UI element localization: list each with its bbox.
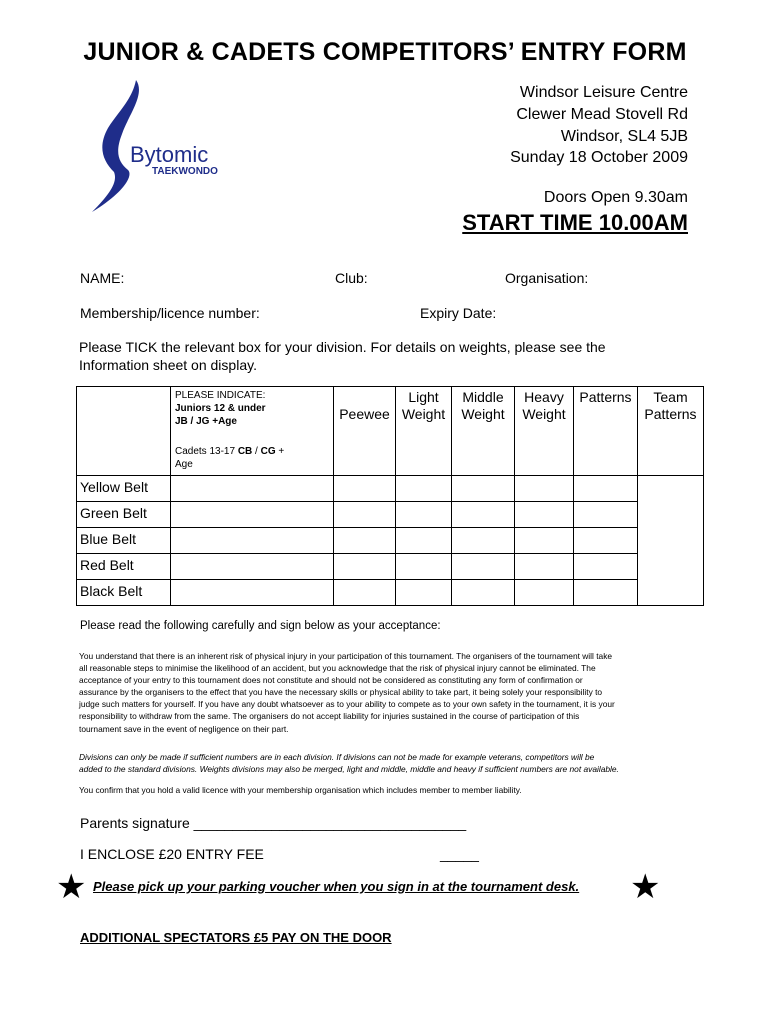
division-table: [76, 386, 704, 606]
col-peewee: [334, 387, 396, 476]
tick-cell[interactable]: [171, 528, 334, 554]
name-label: NAME:: [80, 270, 125, 286]
belt-black: Black Belt: [77, 580, 171, 606]
col-light-1: Light: [408, 389, 439, 405]
tick-cell[interactable]: [334, 580, 396, 606]
tick-cell[interactable]: [574, 554, 638, 580]
blank-corner-cell: [77, 387, 171, 476]
cadets-prefix: Cadets 13-17: [175, 446, 238, 457]
tick-cell[interactable]: [334, 476, 396, 502]
cadets-age: Age: [175, 459, 193, 470]
col-middle-2: Weight: [461, 406, 505, 422]
parents-signature[interactable]: Parents signature ___________________________________: [80, 815, 467, 831]
disclaimer-line: responsibility to withdraw from the same. The organisers do not accept liability for injuries sustained in the course of participation of this: [79, 711, 580, 722]
membership-label: Membership/licence number:: [80, 305, 260, 321]
read-carefully: Please read the following carefully and sign below as your acceptance:: [80, 620, 441, 632]
cadets-cb: CB: [237, 446, 253, 457]
club-label: Club:: [335, 270, 368, 286]
venue-line-1: Windsor Leisure Centre: [519, 84, 688, 101]
tick-cell[interactable]: [452, 554, 515, 580]
tick-cell[interactable]: [452, 528, 515, 554]
tick-cell[interactable]: [396, 554, 452, 580]
tick-cell[interactable]: [574, 580, 638, 606]
logo-name: Bytomic: [130, 142, 209, 167]
indicate-title: PLEASE INDICATE:: [175, 390, 266, 401]
cadets-cg: CG: [260, 446, 276, 457]
belt-blue: Blue Belt: [77, 528, 171, 554]
col-heavy-1: Heavy: [524, 389, 564, 405]
col-patterns-label: Patterns: [579, 389, 632, 405]
tick-cell[interactable]: [396, 528, 452, 554]
tick-cell[interactable]: [171, 554, 334, 580]
tick-cell[interactable]: [452, 476, 515, 502]
instructions: Please TICK the relevant box for your division. For details on weights, please see the Information sheet on display.: [79, 339, 606, 373]
col-peewee-label: Peewee: [339, 406, 390, 422]
venue-line-2: Clewer Mead Stovell Rd: [516, 106, 688, 123]
venue-line-3: Windsor, SL4 5JB: [560, 128, 688, 145]
tick-cell[interactable]: [452, 580, 515, 606]
belt-red: Red Belt: [77, 554, 171, 580]
disclaimer-line: You understand that there is an inherent risk of physical injury in your participation of this tournament. The organisers of the tournament will take: [79, 651, 613, 661]
expiry-label: Expiry Date:: [420, 305, 497, 321]
indicate-cell: [171, 387, 334, 476]
star-icon: ★: [56, 868, 87, 906]
tick-cell[interactable]: [515, 554, 574, 580]
tick-cell[interactable]: [396, 476, 452, 502]
disclaimer: [79, 650, 691, 735]
divisions-note-line: Divisions can only be made if sufficient numbers are in each division. If divisions can not be made for example veterans, competitors will be: [79, 752, 595, 762]
team-patterns-cell[interactable]: [638, 476, 704, 606]
tick-cell[interactable]: [334, 554, 396, 580]
disclaimer-line: judge such matters for yourself. If you have any doubt whatsoever as to your ability to compete as to your own safety in the tournament, it is your: [79, 699, 615, 710]
spectators-notice: ADDITIONAL SPECTATORS £5 PAY ON THE DOOR: [80, 930, 392, 945]
fee-blank[interactable]: _____: [440, 846, 479, 862]
divisions-note-line: added to the standard divisions. Weights divisions may also be merged, light and middle, middle and heavy if sufficient numbers are not available.: [79, 764, 619, 775]
belt-green: Green Belt: [77, 502, 171, 528]
organisation-label: Organisation:: [505, 270, 589, 286]
tick-cell[interactable]: [396, 502, 452, 528]
tick-cell[interactable]: [334, 528, 396, 554]
col-middle-weight: [452, 387, 515, 476]
disclaimer-line: assurance by the organisers to the effect that you have the necessary skills or physical ability to take part, it being solely your responsibility to: [79, 687, 603, 698]
col-light-2: Weight: [401, 406, 446, 422]
tick-cell[interactable]: [515, 502, 574, 528]
tick-cell[interactable]: [452, 502, 515, 528]
cadets-line: [175, 445, 329, 458]
parking-notice: Please pick up your parking voucher when you sign in at the tournament desk.: [93, 879, 580, 894]
form-title: JUNIOR & CADETS COMPETITORS’ ENTRY FORM: [83, 38, 687, 66]
tick-cell[interactable]: [515, 528, 574, 554]
col-team-2: Patterns: [644, 406, 697, 422]
tick-cell[interactable]: [515, 580, 574, 606]
tick-cell[interactable]: [334, 502, 396, 528]
cadets-slash: /: [252, 446, 261, 457]
doors-open: Doors Open 9.30am: [543, 189, 688, 206]
juniors-line-2: JB / JG +Age: [175, 416, 237, 427]
disclaimer-line: tournament save in the event of negligence on their part.: [79, 723, 289, 734]
col-light-weight: [396, 387, 452, 476]
col-patterns: [574, 387, 638, 476]
col-heavy-weight: [515, 387, 574, 476]
tick-cell[interactable]: [574, 476, 638, 502]
col-team-patterns: [638, 387, 704, 476]
col-team-1: Team: [653, 389, 688, 405]
disclaimer-line: acceptance of your entry to this tournament does not constitute and should not be considered as constituting any form of confirmation or: [79, 675, 583, 686]
cadets-suffix: +: [275, 446, 285, 457]
venue-date: Sunday 18 October 2009: [510, 149, 688, 166]
bytomic-logo: [88, 76, 248, 216]
star-icon: ★: [630, 868, 661, 906]
tick-cell[interactable]: [171, 580, 334, 606]
tick-cell[interactable]: [171, 476, 334, 502]
col-heavy-2: Weight: [522, 406, 566, 422]
tick-cell[interactable]: [574, 502, 638, 528]
juniors-line-1: Juniors 12 & under: [175, 403, 266, 414]
licence-confirm: You confirm that you hold a valid licence with your membership organisation which includes member to member liability.: [79, 785, 522, 795]
enclose-fee: I ENCLOSE £20 ENTRY FEE: [80, 846, 264, 862]
start-time: START TIME 10.00AM: [462, 210, 688, 235]
tick-cell[interactable]: [574, 528, 638, 554]
tick-cell[interactable]: [396, 580, 452, 606]
tick-cell[interactable]: [515, 476, 574, 502]
divisions-note: [79, 751, 691, 775]
disclaimer-line: all reasonable steps to minimise the likelihood of an accident, but you acknowledge that the risk of physical injury cannot be eliminated. The: [79, 663, 596, 674]
col-middle-1: Middle: [462, 389, 504, 405]
belt-yellow: Yellow Belt: [77, 476, 171, 502]
logo-sub: TAEKWONDO: [152, 166, 218, 177]
tick-cell[interactable]: [171, 502, 334, 528]
